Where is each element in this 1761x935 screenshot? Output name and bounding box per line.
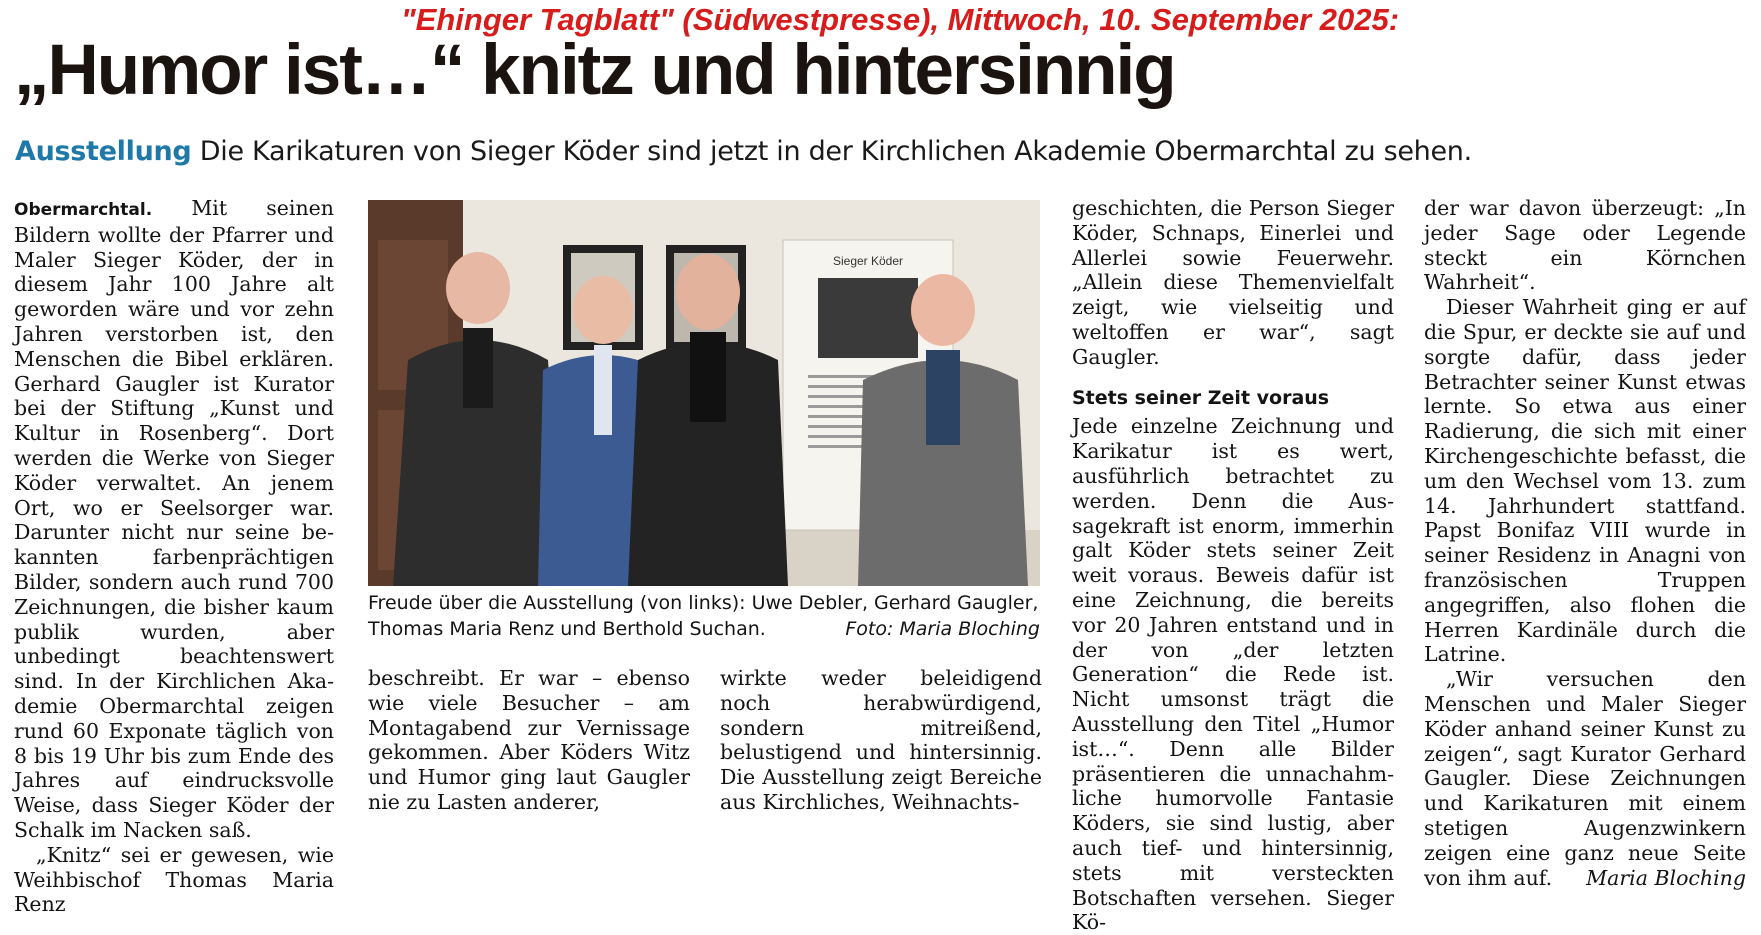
paragraph: Dieser Wahrheit ging er auf die Spur, er deckte sie auf und sorgte dafür, dass jeder Betrachter seiner Kunst etwas lernte. So etwa aus einer Radierung, die sich mit einer Kirchengeschichte befasst, die um den Wechsel vom 13. zum 14. Jahrhundert stattfand. Papst Bonifaz VIII wurde in seiner Residenz in Anagni von französischen Truppen angegriffen, also flohen die Herren Kardinäle durch die Latrine. bbox=[1424, 295, 1746, 667]
subline bbox=[15, 136, 1472, 167]
article-column-2 bbox=[368, 666, 690, 814]
article-photo bbox=[368, 200, 1040, 586]
paragraph: Jede einzelne Zeichnung und Karikatur ist es wert, ausführlich betrachtet zu werden. Denn die Aussagekraft ist enorm, immerhin galt Köder stets seiner Zeit weit voraus. Beweis dafür ist eine Zeichnung, die bereits vor 20 Jahren entstand und in der von „der letzten Generation“ die Rede ist. Nicht umsonst trägt die Ausstellung den Titel „Humor ist…“. Denn alle Bilder präsentieren die unnachahmliche humorvolle Fantasie Köders, sie sind lustig, aber auch tief- und hintersinnig, stets mit versteckten Botschaften versehen. Sieger Kö- bbox=[1072, 414, 1394, 935]
paragraph: wirkte weder beleidigend noch herabwürdigend, sondern mitreißend, belustigend und hintersinnig. Die Ausstellung zeigt Bereiche aus Kirchliches, Weihnachts- bbox=[720, 666, 1042, 814]
subline-kicker: Ausstellung bbox=[15, 136, 192, 167]
article-column-4 bbox=[1072, 196, 1394, 935]
article-column-1 bbox=[14, 196, 334, 917]
caption-text: Freude über die Ausstellung (von links): Uwe Debler, Gerhard Gaugler, Thomas Maria Renz und Berthold Suchan. bbox=[368, 592, 1039, 640]
paragraph: beschreibt. Er war – ebenso wie viele Besucher – am Montagabend zur Vernissage gekommen. Aber Köders Witz und Humor ging laut Gaugler nie zu Lasten anderer, bbox=[368, 666, 690, 814]
photo-caption bbox=[368, 590, 1040, 642]
headline: „Humor ist…“ knitz und hintersinnig bbox=[14, 31, 1175, 110]
paragraph: „Wir versuchen den Menschen und Maler Sieger Köder anhand seiner Kunst zu zeigen“, sagt Kurator Gerhard Gaugler. Diese Zeichnungen und Karikaturen mit einem stetigen Augenzwinkern zeigen eine ganz neue Seite von ihm auf. bbox=[1424, 667, 1746, 890]
paragraph: geschichten, die Person Sieger Köder, Schnaps, Einerlei und Allerlei sowie Feuerwehr. „Allein diese Themenvielfalt zeigt, wie vielseitig und weltoffen er war“, sagt Gaugler. bbox=[1072, 196, 1394, 369]
dateline: Obermarchtal. bbox=[14, 200, 153, 220]
article-column-3 bbox=[720, 666, 1042, 814]
subline-text: Die Karikaturen von Sieger Köder sind jetzt in der Kirchlichen Akademie Obermarchtal zu sehen. bbox=[199, 136, 1472, 167]
paragraph: der war davon überzeugt: „In jeder Sage oder Legende steckt ein Körnchen Wahrheit“. bbox=[1424, 196, 1746, 295]
poster-title: Sieger Köder bbox=[832, 254, 904, 268]
article-column-5 bbox=[1424, 196, 1746, 890]
subheading: Stets seiner Zeit voraus bbox=[1072, 386, 1330, 409]
photo-credit: Foto: Maria Bloching bbox=[845, 618, 1040, 640]
paragraph: Mit seinen Bildern wollte der Pfarrer und Maler Sieger Köder, der in diesem Jahr 100 Jahre alt geworden wäre und vor zehn Jahren verstorben ist, den Menschen die Bibel erklären. Gerhard Gaugler ist Kurator bei der Stiftung „Kunst und Kultur in Rosenberg“. Dort werden die Werke von Sieger Köder verwaltet. An jenem Ort, wo er Seelsorger war. Darunter nicht nur seine bekannten farbenprächtigen Bilder, sondern auch rund 700 Zeichnungen, die bisher kaum publik wurden, aber unbedingt beachtenswert sind. In der Kirchlichen Akademie Obermarchtal zeigen rund 60 Exponate täglich von 8 bis 19 Uhr bis zum Ende des Jahres auf eindrucksvolle Weise, dass Sieger Köder der Schalk im Nacken saß. bbox=[14, 196, 334, 842]
author: Maria Bloching bbox=[1586, 865, 1746, 890]
paragraph: „Knitz“ sei er gewesen, wie Weihbischof Thomas Maria Renz bbox=[14, 842, 334, 917]
source-line: "Ehinger Tagblatt" (Südwestpresse), Mittwoch, 10. September 2025: bbox=[400, 2, 1400, 37]
